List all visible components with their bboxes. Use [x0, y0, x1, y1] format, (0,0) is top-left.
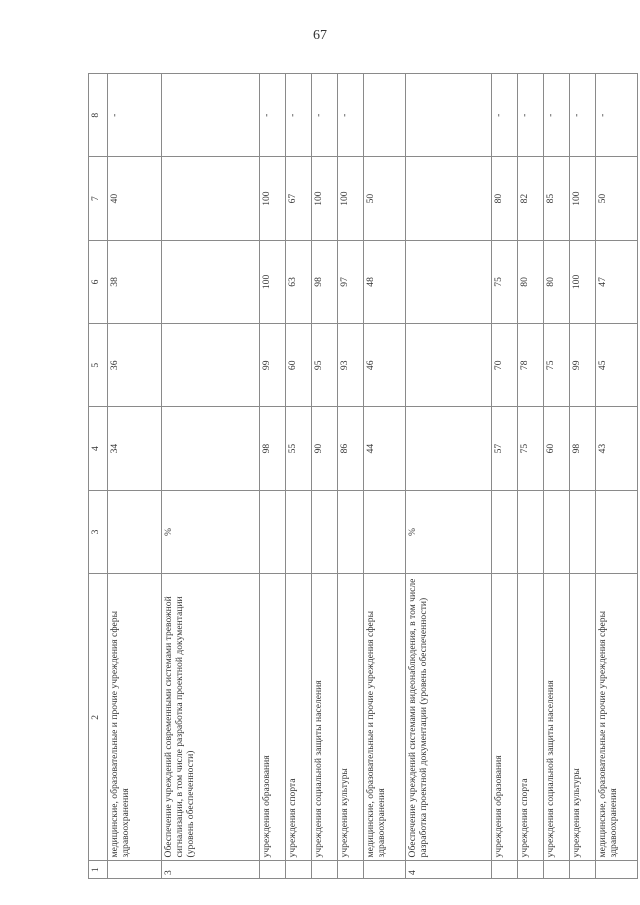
value-col-8	[162, 74, 260, 157]
indicators-table	[88, 73, 638, 879]
column-header: 3	[89, 490, 108, 573]
value-col-8: -	[260, 74, 286, 157]
rotated-table-container	[88, 73, 619, 879]
row-unit	[570, 490, 596, 573]
value-col-7	[406, 157, 492, 240]
column-header: 7	[89, 157, 108, 240]
value-col-8	[364, 74, 406, 157]
table-row	[596, 74, 638, 879]
value-col-8: -	[570, 74, 596, 157]
row-number	[518, 861, 544, 879]
row-unit	[596, 490, 638, 573]
value-col-7: 80	[492, 157, 518, 240]
column-header: 8	[89, 74, 108, 157]
row-unit	[518, 490, 544, 573]
row-number: 4	[406, 861, 492, 879]
row-number	[492, 861, 518, 879]
value-col-5: 93	[338, 324, 364, 407]
value-col-6: 100	[570, 240, 596, 323]
value-col-5: 99	[260, 324, 286, 407]
row-name: учреждения образования	[492, 574, 518, 861]
value-col-6	[406, 240, 492, 323]
row-name: Обеспечение учреждений системами видеонаблюдения, в том числе разработка проектной документации (уровень обеспеченности)	[406, 574, 492, 861]
row-unit	[286, 490, 312, 573]
row-name: учреждения культуры	[338, 574, 364, 861]
value-col-8: -	[338, 74, 364, 157]
value-col-7: 50	[364, 157, 406, 240]
column-header: 1	[89, 861, 108, 879]
table-row	[312, 74, 338, 879]
row-unit	[544, 490, 570, 573]
value-col-6: 38	[108, 240, 162, 323]
column-header: 2	[89, 574, 108, 861]
table-row	[364, 74, 406, 879]
row-name: учреждения спорта	[286, 574, 312, 861]
value-col-4: 90	[312, 407, 338, 490]
row-name: учреждения социальной защиты населения	[312, 574, 338, 861]
value-col-7: 100	[260, 157, 286, 240]
value-col-6: 48	[364, 240, 406, 323]
value-col-8: -	[544, 74, 570, 157]
row-number	[260, 861, 286, 879]
row-number	[338, 861, 364, 879]
value-col-7: 82	[518, 157, 544, 240]
value-col-8: -	[492, 74, 518, 157]
row-number	[312, 861, 338, 879]
value-col-7: 50	[596, 157, 638, 240]
row-unit	[492, 490, 518, 573]
row-name: учреждения образования	[260, 574, 286, 861]
value-col-4: 86	[338, 407, 364, 490]
table-row	[570, 74, 596, 879]
value-col-4: 44	[364, 407, 406, 490]
value-col-6: 63	[286, 240, 312, 323]
value-col-5: 46	[364, 324, 406, 407]
value-col-7	[162, 157, 260, 240]
value-col-5	[406, 324, 492, 407]
row-name: Обеспечение учреждений современными системами тревожной сигнализации, в том числе разработка проектной документации (уровень обеспеченности)	[162, 574, 260, 861]
value-col-5: 78	[518, 324, 544, 407]
row-number	[570, 861, 596, 879]
row-unit	[260, 490, 286, 573]
value-col-4: 98	[260, 407, 286, 490]
row-name: медицинские, образовательные и прочие учреждения сферы здравоохранения	[108, 574, 162, 861]
row-number	[364, 861, 406, 879]
table-row	[406, 74, 492, 879]
value-col-8: -	[312, 74, 338, 157]
value-col-5	[162, 324, 260, 407]
table-row	[108, 74, 162, 879]
value-col-4: 75	[518, 407, 544, 490]
row-name: учреждения культуры	[570, 574, 596, 861]
table-header-row	[89, 74, 108, 879]
row-number: 3	[162, 861, 260, 879]
value-col-4	[162, 407, 260, 490]
value-col-6	[162, 240, 260, 323]
table-row	[492, 74, 518, 879]
value-col-7: 100	[312, 157, 338, 240]
table-row	[286, 74, 312, 879]
value-col-4: 60	[544, 407, 570, 490]
table-row	[162, 74, 260, 879]
value-col-5: 36	[108, 324, 162, 407]
value-col-4	[406, 407, 492, 490]
column-header: 5	[89, 324, 108, 407]
value-col-4: 43	[596, 407, 638, 490]
table-row	[544, 74, 570, 879]
row-unit	[338, 490, 364, 573]
value-col-7: 100	[570, 157, 596, 240]
column-header: 6	[89, 240, 108, 323]
value-col-5: 99	[570, 324, 596, 407]
table-row	[338, 74, 364, 879]
row-unit: %	[406, 490, 492, 573]
value-col-4: 34	[108, 407, 162, 490]
value-col-6: 80	[518, 240, 544, 323]
value-col-6: 97	[338, 240, 364, 323]
value-col-8	[406, 74, 492, 157]
value-col-8: -	[108, 74, 162, 157]
row-name: медицинские, образовательные и прочие учреждения сферы здравоохранения	[596, 574, 638, 861]
value-col-8: -	[286, 74, 312, 157]
row-number	[596, 861, 638, 879]
page-number: 67	[313, 28, 327, 43]
row-unit: %	[162, 490, 260, 573]
table-row	[518, 74, 544, 879]
value-col-6: 80	[544, 240, 570, 323]
row-unit	[108, 490, 162, 573]
column-header: 4	[89, 407, 108, 490]
value-col-5: 60	[286, 324, 312, 407]
value-col-5: 95	[312, 324, 338, 407]
value-col-7: 100	[338, 157, 364, 240]
value-col-4: 98	[570, 407, 596, 490]
row-number	[286, 861, 312, 879]
value-col-6: 98	[312, 240, 338, 323]
row-name: учреждения социальной защиты населения	[544, 574, 570, 861]
value-col-7: 40	[108, 157, 162, 240]
row-unit	[364, 490, 406, 573]
value-col-6: 75	[492, 240, 518, 323]
value-col-6: 100	[260, 240, 286, 323]
value-col-5: 70	[492, 324, 518, 407]
row-unit	[312, 490, 338, 573]
value-col-7: 85	[544, 157, 570, 240]
value-col-5: 75	[544, 324, 570, 407]
value-col-5: 45	[596, 324, 638, 407]
row-number	[108, 861, 162, 879]
value-col-4: 55	[286, 407, 312, 490]
table-row	[260, 74, 286, 879]
value-col-8: -	[518, 74, 544, 157]
value-col-6: 47	[596, 240, 638, 323]
row-name: учреждения спорта	[518, 574, 544, 861]
value-col-4: 57	[492, 407, 518, 490]
value-col-8: -	[596, 74, 638, 157]
value-col-7: 67	[286, 157, 312, 240]
row-number	[544, 861, 570, 879]
row-name: медицинские, образовательные и прочие учреждения сферы здравоохранения	[364, 574, 406, 861]
